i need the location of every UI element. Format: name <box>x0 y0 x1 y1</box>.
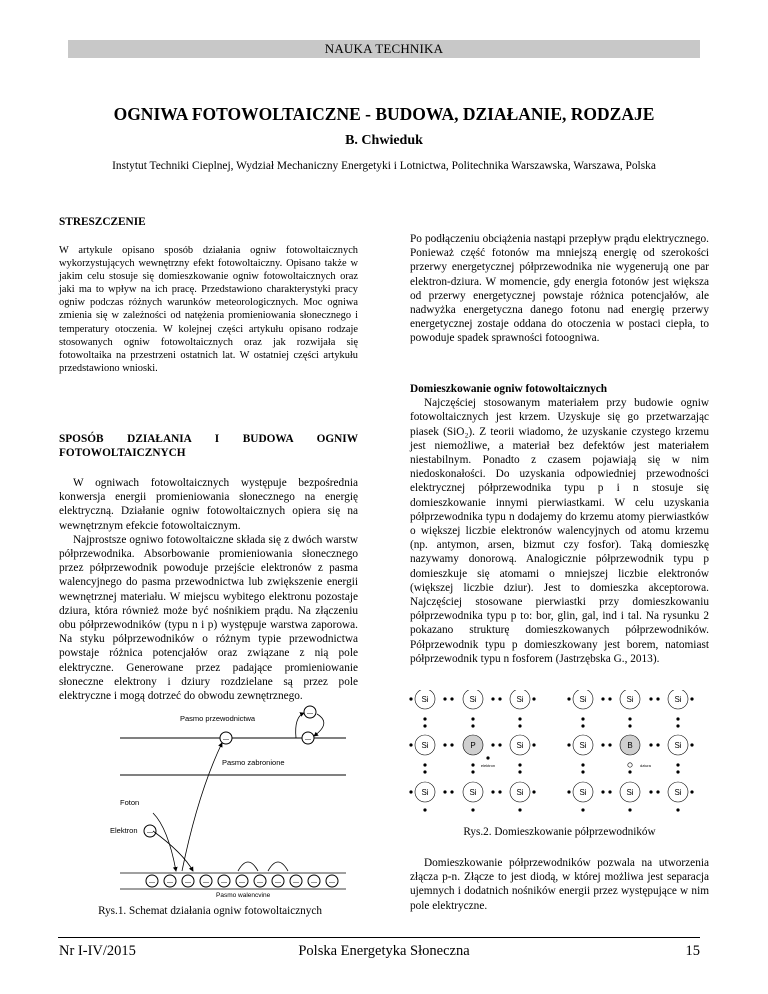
page-number: 15 <box>685 943 700 959</box>
svg-text:Si: Si <box>579 695 587 704</box>
hole-marker <box>628 763 632 767</box>
svg-text:—: — <box>329 880 335 886</box>
svg-text:Si: Si <box>674 741 682 750</box>
subsection-heading: Domieszkowanie ogniw fotowoltaicznych <box>410 383 608 395</box>
paragraph: Najczęściej stosowanym materiałem przy budowie ogniw fotowoltaicznych jest krzem. Uzyskuje się go przetwarzając piasek (SiO₂). Z teorii wiadomo, że uzyskanie czystego krzemu jest niemożliwe, a materiał bez defektów jest materiałem niestabilnym. Ponadto z czasem pojawiają się w nim niedoskonałości. Do uzyskania odpowiedniej przewodności elektrycznej półprzewodnika typu p i n stosuje się domieszkowanie innymi pierwiastkami. W celu uzyskania półprzewodnika typu n dodajemy do krzemu atomy pierwiastków o większej liczbie elektronów walencyjnych od atomu krzemu (np. antymon, arsen, bizmut czy fosfor). Taką domieszkę nazywamy donorową. Analogicznie półprzewodnik typu p domieszkuje się atomami o mniejszej liczbie elektronów (większej liczbie dziur). Jest to domieszka akceptorowa. Najczęściej stosowane pierwiastki przy domieszkowaniu półprzewodnika typu p to: bor, glin, gal, ind i tal. Na rysunku 2 pokazano strukturę domieszkowanych półprzewodników. Półprzewodnik typu p domieszkowany jest borem, natomiast półprzewodnik typu n fosforem (Jastrzębska G., 2013). <box>410 397 709 665</box>
svg-text:—: — <box>223 737 229 743</box>
svg-text:—: — <box>305 737 311 743</box>
band-diagram <box>98 703 358 897</box>
paragraph: Domieszkowanie półprzewodników pozwala na utworzenia złącza p-n. Złącze to jest diodą, w której możliwa jest separacja ujemnych i dodatnich nośników energii przez występujące w nim pole elektryczne. <box>410 857 709 912</box>
right-column-bottom <box>410 856 709 913</box>
valence-electrons <box>146 875 338 887</box>
conduction-band-label: Pasmo przewodnictwa <box>180 714 256 723</box>
svg-text:Si: Si <box>516 741 524 750</box>
right-column-middle <box>410 382 709 666</box>
abstract-text: W artykule opisano sposób działania ogniw fotowoltaicznych wykorzystujących wewnętrzny efekt fotowoltaiczny. Opisano także w jakim celu stosuje się domieszkowanie ogniw fotowoltaicznych oraz jaki ma to wpływ na ich pracę. Przedstawiono charakterystyki pracy ogniw podczas różnych warunków meteorologicznych. Moc ogniwa zmienia się w zależności od natężenia promieniowania słonecznego i temperatury otoczenia. W kolejnej części artykułu opisano rodzaje stosowanych ogniw fotowoltaicznych oraz jak rozwijała się fotowoltaika na przestrzeni ostatnich lat. W ostatniej części artykułu przedstawiono wnioski. <box>59 245 358 374</box>
svg-text:P: P <box>470 741 476 750</box>
arc <box>268 862 288 871</box>
relaxation-arrow <box>314 714 324 736</box>
section-header: NAUKA TECHNIKA <box>324 41 444 56</box>
paragraph: W ogniwach fotowoltaicznych występuje bezpośrednia konwersja energii promieniowania słonecznego na energię elektryczną. Działanie ogniw fotowoltaicznych opiera się na wewnętrznym efekcie fotowoltaicznym. <box>59 477 358 532</box>
article-author: B. Chwieduk <box>345 133 423 148</box>
footer-rule <box>58 937 700 938</box>
svg-text:—: — <box>239 880 245 886</box>
photon-label: Foton <box>120 798 140 807</box>
svg-text:—: — <box>203 880 209 886</box>
svg-text:—: — <box>147 830 153 836</box>
hole-label: dziura <box>640 763 651 768</box>
figure-1-caption: Rys.1. Schemat działania ogniw fotowoltaicznych <box>98 905 322 917</box>
paragraph: Najprostsze ogniwo fotowoltaiczne składa się z dwóch warstw półprzewodnika. Absorbowanie promieniowania słonecznego przez półprzewodnik powoduje przejście elektronów z pasma walencyjnego do pasma przewodnictwa lub zwiększenie energii wewnętrznej materiału. W miejscu wybitego elektronu pozostaje dziura, która również może być nośnikiem prądu. Na złączeniu obu półprzewodników (typu n i p) występuje warstwa zaporowa. Na styku półprzewodników o różnym typie przewodnictwa powstaje różnica potencjałów oraz związane z nią pole elektryczne. Generowane przez padające promieniowanie słoneczne elektrony i dziury rozdzielane są przez pole elektryczne i mogą dotrzeć do obwodu zewnętrznego. <box>59 533 358 703</box>
forbidden-band-label: Pasmo zabronione <box>222 758 285 767</box>
journal-name: Polska Energetyka Słoneczna <box>298 943 470 959</box>
svg-text:—: — <box>257 880 263 886</box>
electron-label: Elektron <box>110 826 138 835</box>
valence-band-label: Pasmo walencyjne <box>216 892 271 897</box>
svg-text:Si: Si <box>421 788 429 797</box>
svg-text:Si: Si <box>579 741 587 750</box>
svg-text:Si: Si <box>469 695 477 704</box>
figure-2-caption: Rys.2. Domieszkowanie półprzewodników <box>463 826 656 838</box>
svg-text:Si: Si <box>626 695 634 704</box>
svg-text:—: — <box>307 711 313 717</box>
photon-arrow <box>153 813 176 871</box>
p-type-lattice <box>567 690 693 812</box>
figure-1 <box>98 703 358 897</box>
right-column-top <box>410 232 709 346</box>
svg-text:—: — <box>185 880 191 886</box>
svg-text:Si: Si <box>516 695 524 704</box>
abstract-heading: STRESZCZENIE <box>59 216 146 228</box>
paragraph: Po podłączeniu obciążenia nastąpi przepływ prądu elektrycznego. Ponieważ część fotonów ma mniejszą energię od szerokości przerwy energetycznej półprzewodnika nie wygenerują one par elektron-dziura. W momencie, gdy energia fotonów jest większa od przerwy energetycznej powstaje różnica potencjałów, ale nadwyżka energetyczna danego fotonu nad energię przerwy energetycznej zostaje oddana do otoczenia w postaci ciepła, to powoduje spadek sprawności fotoogniwa. <box>410 233 709 345</box>
section-heading: SPOSÓB DZIAŁANIA I BUDOWA OGNIW FOTOWOLTAICZNYCH <box>59 433 358 460</box>
n-type-lattice <box>409 690 535 812</box>
svg-text:Si: Si <box>469 788 477 797</box>
svg-text:Si: Si <box>674 695 682 704</box>
electron-transition-arrow <box>182 743 222 871</box>
svg-text:Si: Si <box>421 741 429 750</box>
photon-arrow <box>153 831 193 871</box>
svg-text:Si: Si <box>579 788 587 797</box>
svg-text:B: B <box>627 741 633 750</box>
svg-text:—: — <box>149 880 155 886</box>
electron-label: elektron <box>480 763 496 768</box>
svg-text:—: — <box>275 880 281 886</box>
svg-text:—: — <box>311 880 317 886</box>
svg-text:—: — <box>293 880 299 886</box>
svg-text:Si: Si <box>674 788 682 797</box>
svg-text:Si: Si <box>626 788 634 797</box>
doping-lattice <box>408 690 708 820</box>
svg-text:Si: Si <box>421 695 429 704</box>
left-column-body <box>59 476 358 703</box>
svg-text:—: — <box>221 880 227 886</box>
svg-text:Si: Si <box>516 788 524 797</box>
arc <box>238 862 258 871</box>
issue-number: Nr I-IV/2015 <box>59 943 136 959</box>
article-title: OGNIWA FOTOWOLTAICZNE - BUDOWA, DZIAŁANIE, RODZAJE <box>113 104 655 124</box>
svg-text:—: — <box>167 880 173 886</box>
figure-2 <box>408 690 708 820</box>
author-affiliation: Instytut Techniki Cieplnej, Wydział Mechaniczny Energetyki i Lotnictwa, Politechnika Warszawska, Warszawa, Polska <box>112 160 656 172</box>
